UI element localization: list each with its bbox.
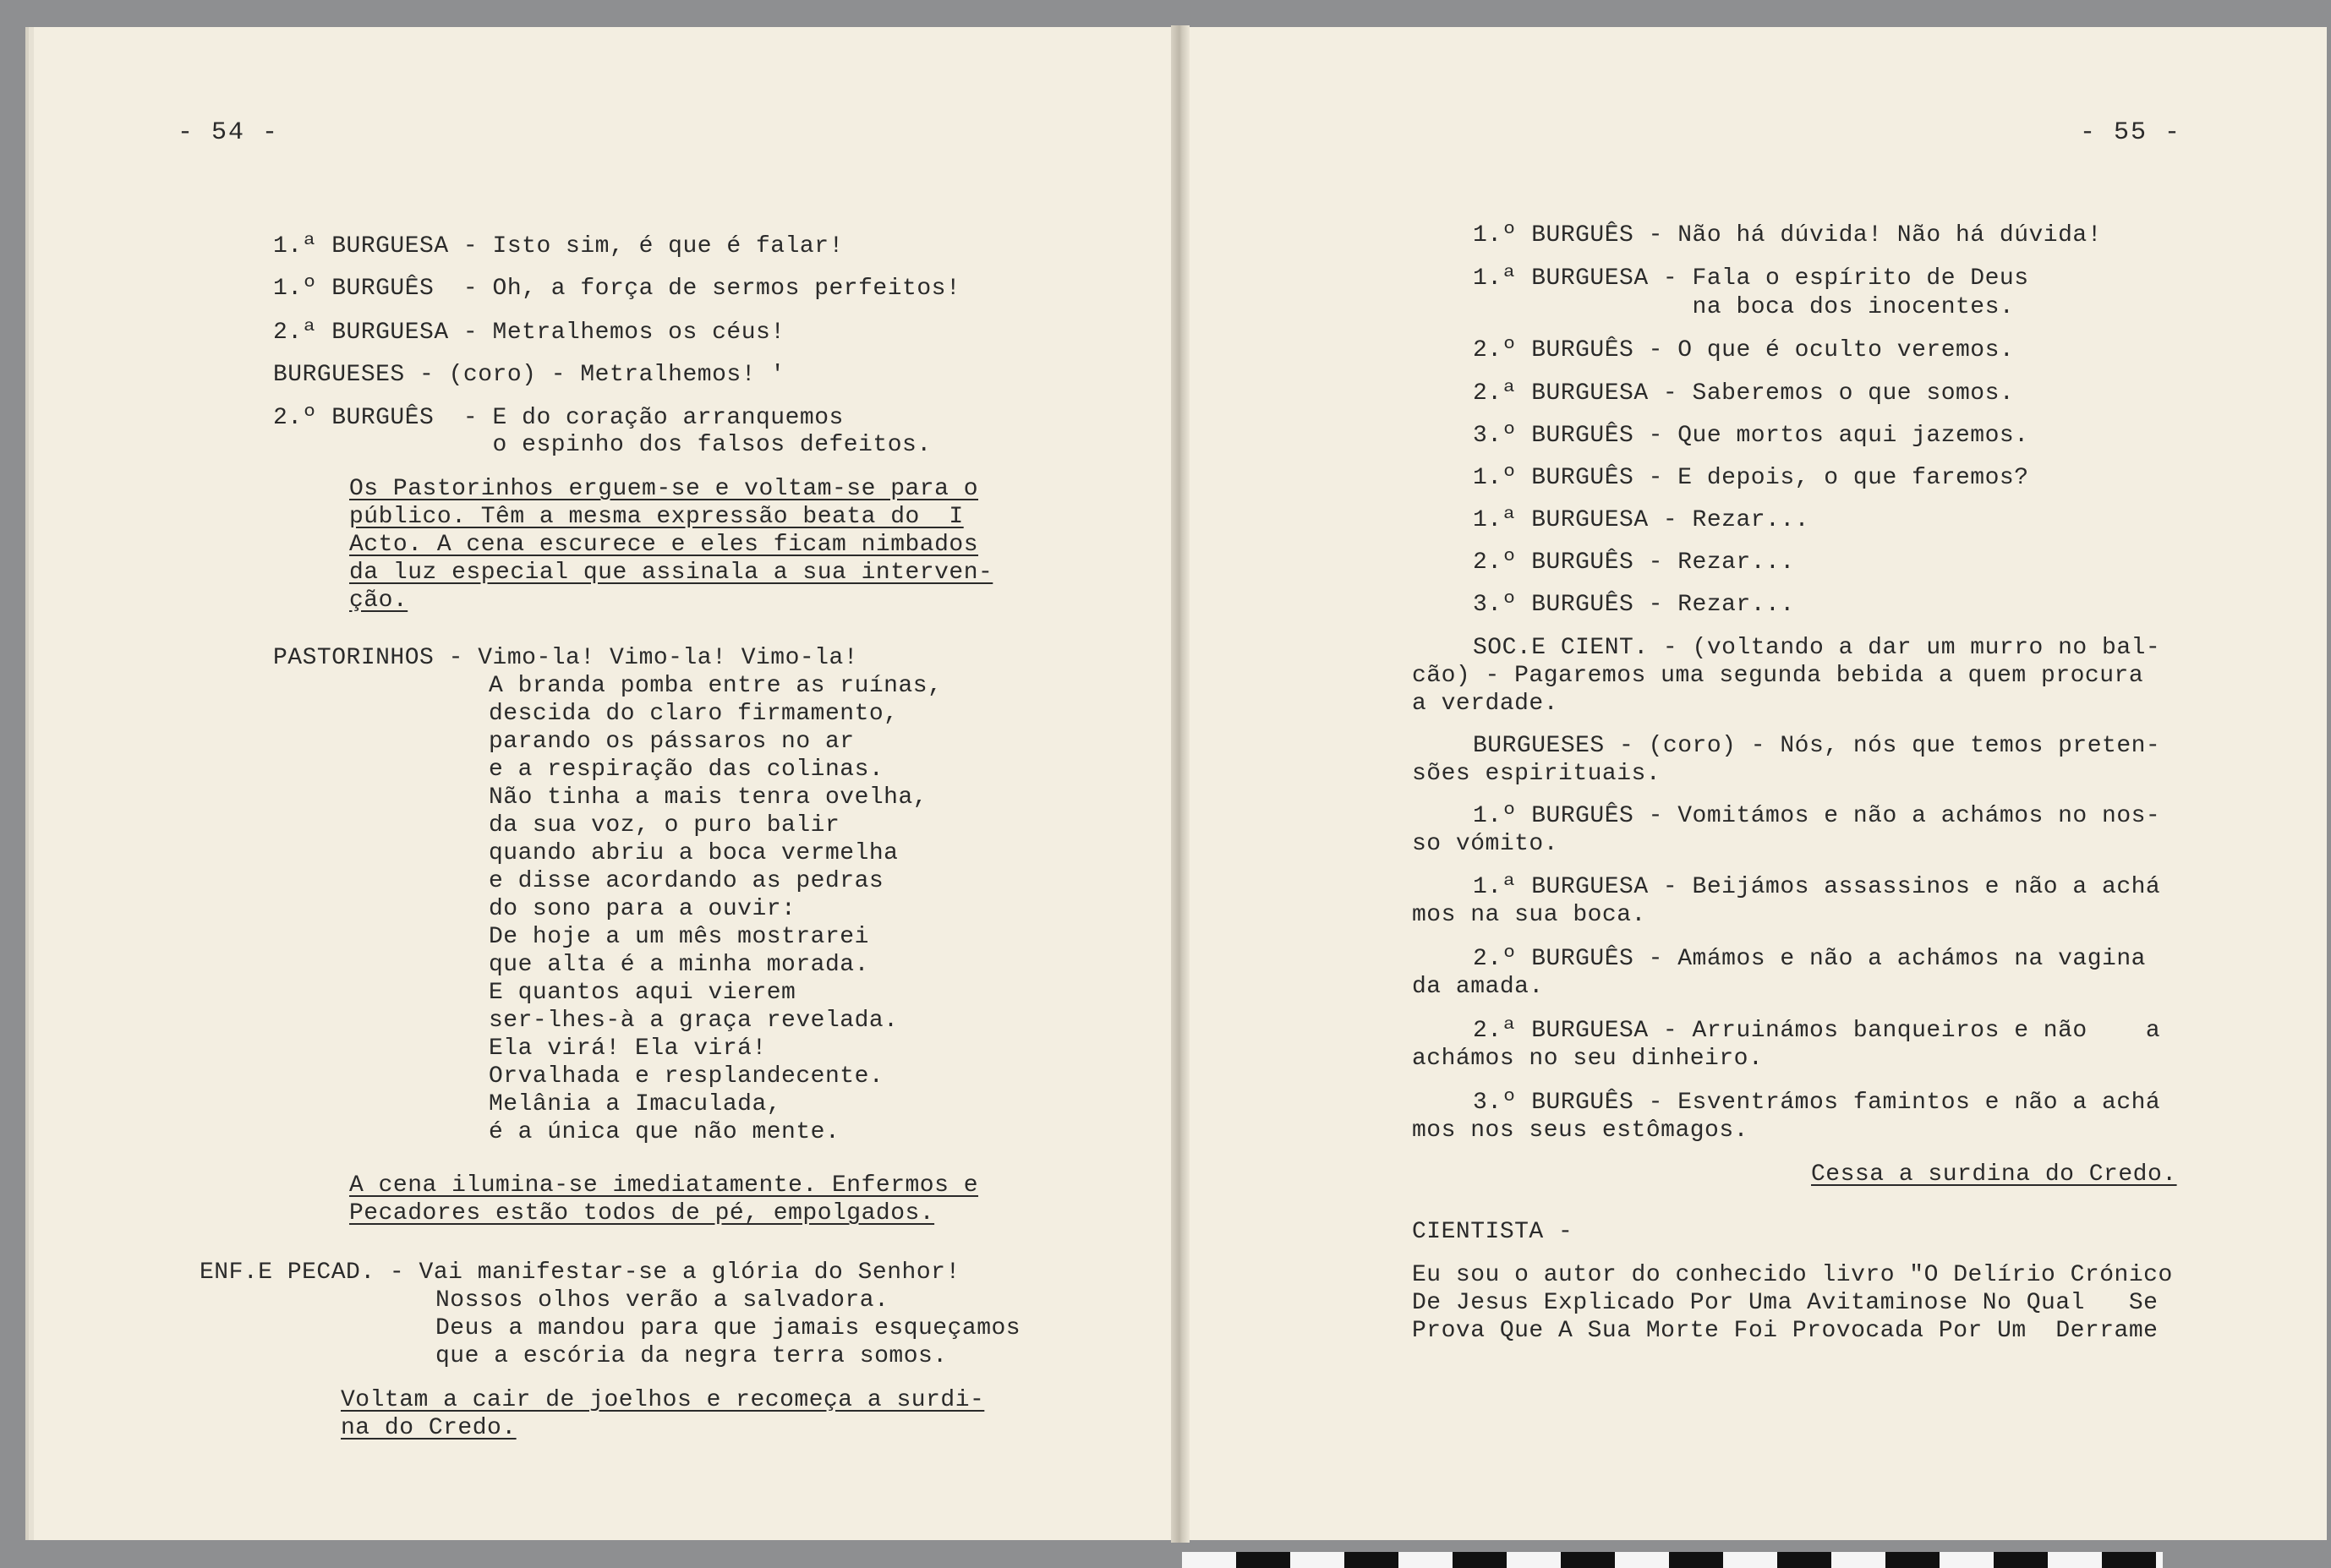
text-line: ENF.E PECAD. - Vai manifestar-se a glória do Senhor!: [200, 1259, 960, 1286]
text-line: 2.º BURGUÊS - O que é oculto veremos.: [1473, 337, 2015, 363]
stage-direction-line: A cena ilumina-se imediatamente. Enfermos e: [349, 1172, 979, 1199]
verse-line: E quantos aqui vierem: [489, 980, 796, 1006]
text-line: 2.º BURGUÊS - E do coração arranquemos: [273, 405, 844, 431]
stage-direction-line: público. Têm a mesma expressão beata do I: [349, 504, 964, 530]
scale-ruler: [1182, 1552, 2163, 1568]
text-line: so vómito.: [1412, 831, 1559, 857]
text-line: SOC.E CIENT. - (voltando a dar um murro no bal-: [1473, 635, 2161, 661]
text-line: De Jesus Explicado Por Uma Avitaminose No Qual Se: [1412, 1290, 2159, 1316]
verse-line: Orvalhada e resplandecente.: [489, 1063, 884, 1090]
verse-line: da sua voz, o puro balir: [489, 812, 840, 839]
text-line: Eu sou o autor do conhecido livro "O Delírio Crónico: [1412, 1262, 2173, 1288]
verse-line: A branda pomba entre as ruínas,: [489, 673, 943, 699]
text-line: 1.ª BURGUESA - Beijámos assassinos e não a achá: [1473, 874, 2161, 900]
page-number: - 54 -: [178, 118, 280, 147]
verse-line: ser-lhes-à a graça revelada.: [489, 1008, 899, 1034]
stage-direction-line: ção.: [349, 587, 408, 614]
verse-line: quando abriu a boca vermelha: [489, 840, 899, 866]
stage-direction-line: Acto. A cena escurece e eles ficam nimbados: [349, 532, 979, 558]
verse-line: Deus a mandou para que jamais esqueçamos: [435, 1315, 1021, 1341]
text-line: 3.º BURGUÊS - Que mortos aqui jazemos.: [1473, 423, 2029, 449]
text-line: 2.ª BURGUESA - Saberemos o que somos.: [1473, 380, 2015, 407]
stage-direction-line: Os Pastorinhos erguem-se e voltam-se para o: [349, 476, 979, 502]
text-line: o espinho dos falsos defeitos.: [273, 432, 932, 458]
verse-line: Não tinha a mais tenra ovelha,: [489, 784, 928, 811]
stage-direction-line: da luz especial que assinala a sua interven-: [349, 560, 993, 586]
text-line: 1.ª BURGUESA - Isto sim, é que é falar!: [273, 233, 844, 260]
stage-direction-line: Pecadores estão todos de pé, empolgados.: [349, 1200, 935, 1227]
text-line: CIENTISTA -: [1412, 1219, 1573, 1245]
verse-line: é a única que não mente.: [489, 1119, 840, 1145]
page-number: - 55 -: [2080, 118, 2182, 147]
text-line: mos nos seus estômagos.: [1412, 1117, 1748, 1144]
text-line: 1.ª BURGUESA - Fala o espírito de Deus: [1473, 265, 2029, 292]
verse-line: Nossos olhos verão a salvadora.: [435, 1287, 889, 1314]
stage-direction-line: Voltam a cair de joelhos e recomeça a surdi-: [341, 1387, 985, 1413]
verse-line: e disse acordando as pedras: [489, 868, 884, 894]
verse-line: Melânia a Imaculada,: [489, 1091, 782, 1117]
text-line: 1.º BURGUÊS - Não há dúvida! Não há dúvida!: [1473, 222, 2103, 249]
text-line: 1.º BURGUÊS - Oh, a força de sermos perfeitos!: [273, 276, 961, 302]
text-line: da amada.: [1412, 974, 1544, 1000]
verse-line: e a respiração das colinas.: [489, 757, 884, 783]
text-line: 2.º BURGUÊS - Rezar...: [1473, 549, 1795, 576]
text-line: 3.º BURGUÊS - Rezar...: [1473, 592, 1795, 618]
text-line: a verdade.: [1412, 691, 1559, 717]
text-line: cão) - Pagaremos uma segunda bebida a quem procura: [1412, 663, 2144, 689]
text-line: BURGUESES - (coro) - Metralhemos! ': [273, 362, 785, 388]
text-line: 1.ª BURGUESA - Rezar...: [1473, 507, 1809, 533]
text-line: 2.ª BURGUESA - Metralhemos os céus!: [273, 320, 785, 346]
stage-direction-line: na do Credo.: [341, 1415, 517, 1441]
verse-line: do sono para a ouvir:: [489, 896, 796, 922]
text-line: na boca dos inocentes.: [1473, 294, 2015, 320]
verse-line: Ela virá! Ela virá!: [489, 1035, 767, 1062]
text-line: 1.º BURGUÊS - Vomitámos e não a achámos no nos-: [1473, 803, 2161, 829]
book-gutter: [1171, 25, 1190, 1543]
verse-line: que a escória da negra terra somos.: [435, 1343, 948, 1369]
text-line: sões espirituais.: [1412, 761, 1661, 787]
text-line: PASTORINHOS - Vimo-la! Vimo-la! Vimo-la!: [273, 645, 859, 671]
verse-line: parando os pássaros no ar: [489, 729, 855, 755]
text-line: mos na sua boca.: [1412, 902, 1646, 928]
text-line: 2.º BURGUÊS - Amámos e não a achámos na vagina: [1473, 946, 2146, 972]
text-line: 1.º BURGUÊS - E depois, o que faremos?: [1473, 465, 2029, 491]
text-line: BURGUESES - (coro) - Nós, nós que temos preten-: [1473, 733, 2161, 759]
text-line: 3.º BURGUÊS - Esventrámos famintos e não a achá: [1473, 1090, 2161, 1116]
text-line: 2.ª BURGUESA - Arruinámos banqueiros e não a: [1473, 1018, 2161, 1044]
stage-direction-line: Cessa a surdina do Credo.: [1811, 1161, 2177, 1188]
verse-line: descida do claro firmamento,: [489, 701, 899, 727]
text-line: Prova Que A Sua Morte Foi Provocada Por Um Derrame: [1412, 1318, 2159, 1344]
verse-line: De hoje a um mês mostrarei: [489, 924, 869, 950]
text-line: achámos no seu dinheiro.: [1412, 1046, 1764, 1072]
verse-line: que alta é a minha morada.: [489, 952, 869, 978]
